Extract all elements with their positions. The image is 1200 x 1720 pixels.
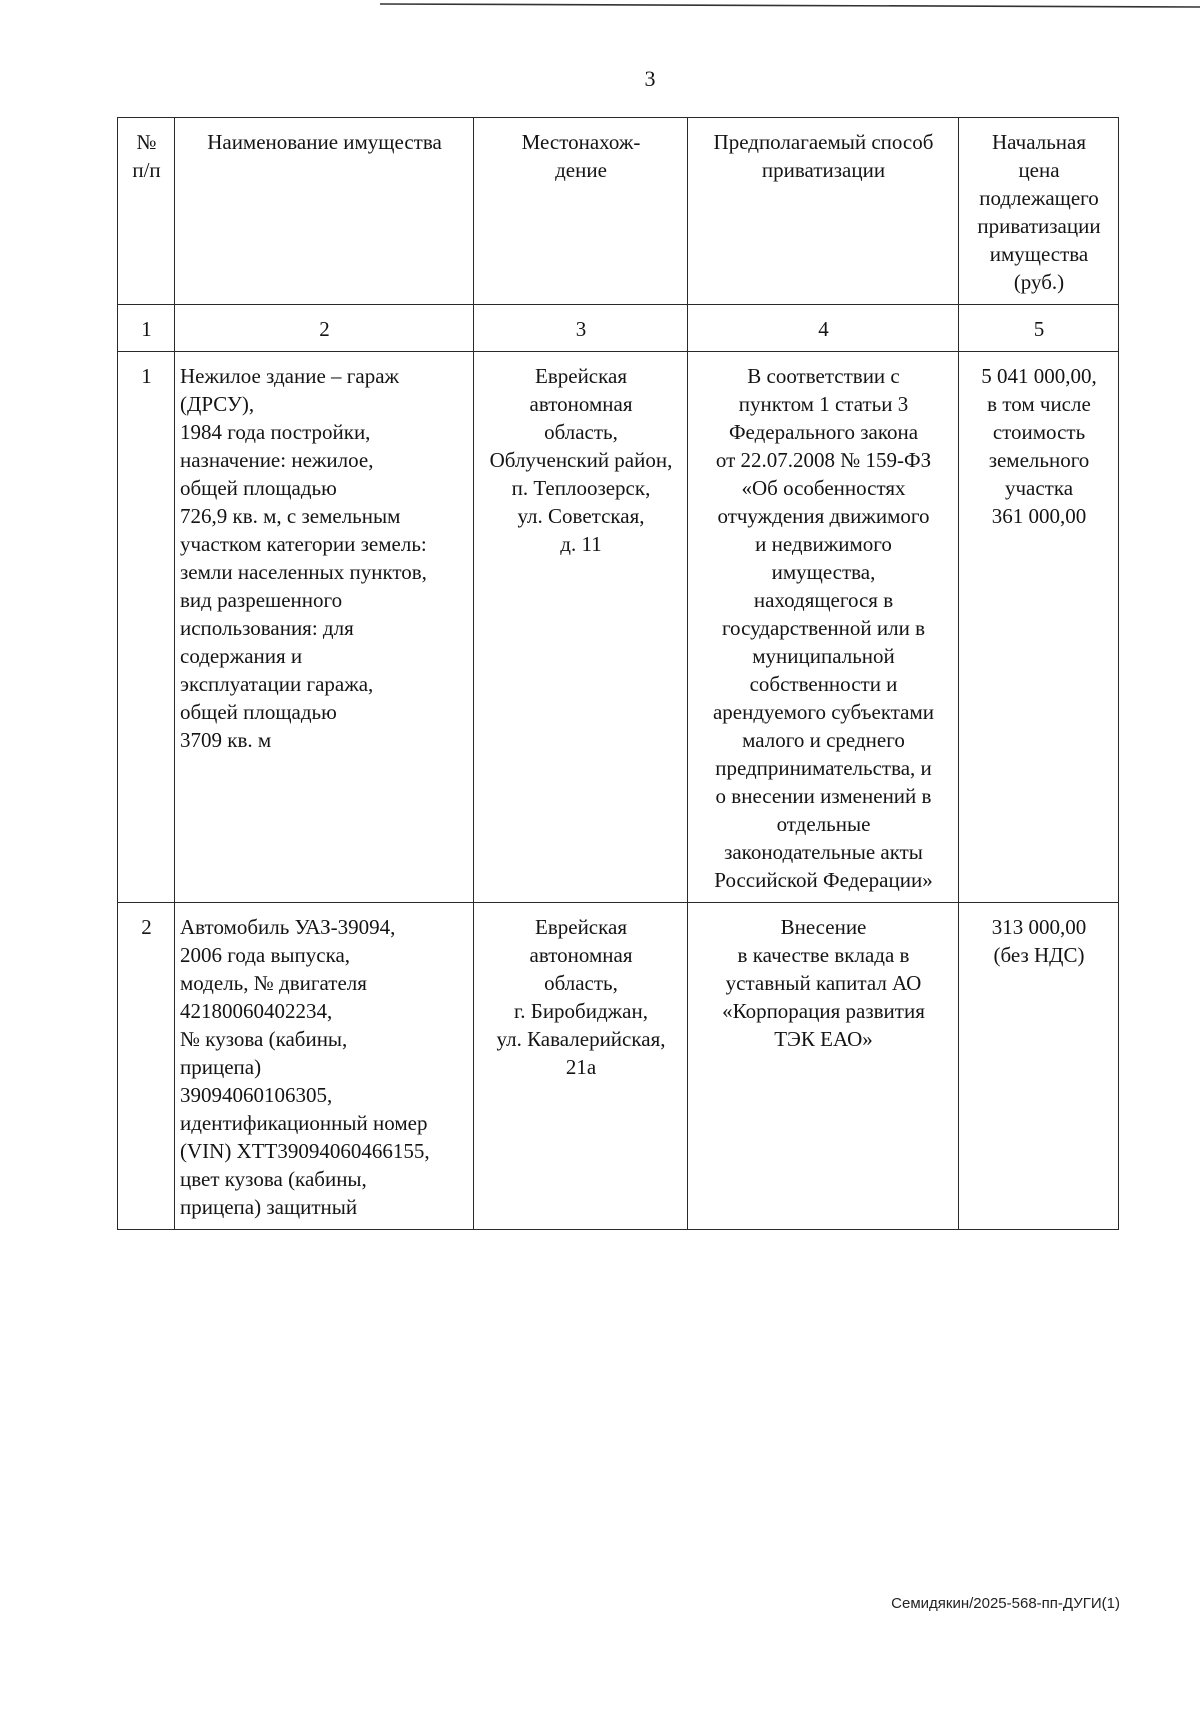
property-location: Еврейская автономная область, Облученский район, п. Теплоозерск, ул. Советская, д. 11 xyxy=(474,352,688,903)
column-number: 1 xyxy=(118,305,175,352)
scan-edge-line xyxy=(0,0,1200,14)
header-location: Местонахож- дение xyxy=(474,118,688,305)
property-name: Автомобиль УАЗ-39094, 2006 года выпуска, модель, № двигателя 42180060402234, № кузова (кабины, прицепа) 39094060106305, идентификационный номер (VIN) ХТТ39094060466155, цвет кузова (кабины, прицепа) защитный xyxy=(175,903,474,1230)
column-number: 2 xyxy=(175,305,474,352)
column-number: 5 xyxy=(959,305,1119,352)
table-row xyxy=(118,352,1119,903)
column-number: 3 xyxy=(474,305,688,352)
header-property-name: Наименование имущества xyxy=(175,118,474,305)
header-number: № п/п xyxy=(118,118,175,305)
initial-price: 5 041 000,00, в том числе стоимость земельного участка 361 000,00 xyxy=(959,352,1119,903)
table-header-row xyxy=(118,118,1119,305)
property-table xyxy=(117,117,1119,1230)
privatization-method: В соответствии с пунктом 1 статьи 3 Федерального закона от 22.07.2008 № 159-ФЗ «Об особенностях отчуждения движимого и недвижимого имущества, находящегося в государственной или в муниципальной собственности и арендуемого субъектами малого и среднего предпринимательства, и о внесении изменений в отдельные законодательные акты Российской Федерации» xyxy=(688,352,959,903)
page-number: 3 xyxy=(644,66,656,91)
property-location: Еврейская автономная область, г. Биробиджан, ул. Кавалерийская, 21а xyxy=(474,903,688,1230)
property-name: Нежилое здание – гараж (ДРСУ), 1984 года постройки, назначение: нежилое, общей площадью 726,9 кв. м, с земельным участком категории земель: земли населенных пунктов, вид разрешенного использования: для содержания и эксплуатации гаража, общей площадью 3709 кв. м xyxy=(175,352,474,903)
row-number: 1 xyxy=(118,352,175,903)
table-row xyxy=(118,903,1119,1230)
header-privatization-method: Предполагаемый способ приватизации xyxy=(688,118,959,305)
document-code: Семидякин/2025-568-пп-ДУГИ(1) xyxy=(891,1595,1120,1612)
column-number-row xyxy=(118,305,1119,352)
initial-price: 313 000,00 (без НДС) xyxy=(959,903,1119,1230)
column-number: 4 xyxy=(688,305,959,352)
privatization-method: Внесение в качестве вклада в уставный капитал АО «Корпорация развития ТЭК ЕАО» xyxy=(688,903,959,1230)
row-number: 2 xyxy=(118,903,175,1230)
header-initial-price: Начальная цена подлежащего приватизации имущества (руб.) xyxy=(959,118,1119,305)
